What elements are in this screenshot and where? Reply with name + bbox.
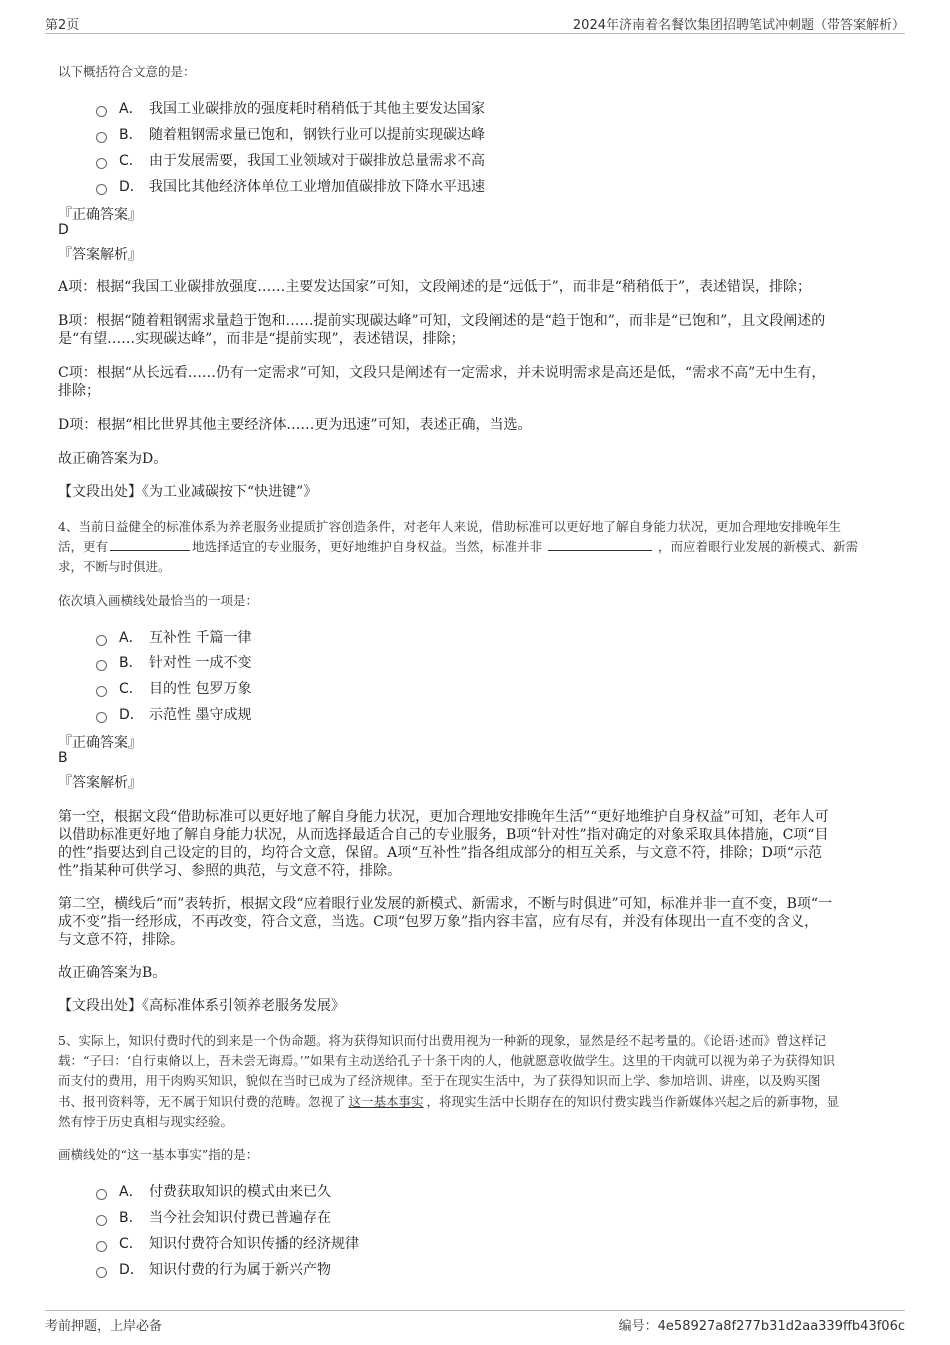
source: 【文段出处】《为工业减碳按下“快进键”》	[58, 484, 318, 500]
conclusion: 故正确答案为B。	[58, 965, 167, 981]
stem-text: ，而应着眼行业发展的新模式、新需	[658, 539, 859, 554]
option-letter: A．	[119, 101, 143, 117]
fill-blank-1	[110, 538, 190, 551]
option-text: 目的性 包罗万象	[149, 681, 252, 697]
option-letter: A．	[119, 630, 143, 646]
option-letter: B．	[119, 127, 143, 143]
question-prompt: 以下概括符合文意的是：	[58, 64, 196, 79]
option-text: 互补性 千篇一律	[149, 630, 252, 646]
analysis-p2-line2: 成不变”指一经形成，不再改变，符合文意，当选。C项“包罗万象”指内容丰富，应有尽有，并没有体现出一直不变的含义，	[58, 914, 819, 930]
stem-text: 书、报刊资料等，无不属于知识付费的范畴。忽视了	[58, 1094, 346, 1109]
answer-value: B	[58, 750, 68, 766]
radio-icon[interactable]	[96, 158, 107, 169]
analysis-b-line1: B项：根据“随着粗钢需求量趋于饱和……提前实现碳达峰”可知，文段阐述的是“趋于饱和”，而非是“已饱和”，且文段阐述的	[58, 313, 826, 329]
option-text: 由于发展需要，我国工业领域对于碳排放总量需求不高	[149, 153, 485, 169]
radio-icon[interactable]	[96, 635, 107, 646]
option-d[interactable]	[96, 176, 485, 196]
option-text: 示范性 墨守成规	[149, 707, 252, 723]
question-prompt: 画横线处的“这一基本事实”指的是：	[58, 1147, 259, 1162]
radio-icon[interactable]	[96, 686, 107, 697]
radio-icon[interactable]	[96, 1267, 107, 1278]
option-text: 我国工业碳排放的强度耗时稍稍低于其他主要发达国家	[149, 101, 485, 117]
option-d[interactable]	[96, 704, 251, 724]
analysis-p1-line2: 以借助标准更好地了解自身能力状况，从而选择最适合自己的专业服务，B项“针对性”指对确定的对象采取具体措施，C项“目	[58, 827, 829, 843]
option-b[interactable]	[96, 1207, 331, 1227]
analysis-a: A项：根据“我国工业碳排放强度……主要发达国家”可知，文段阐述的是“远低于”，而非是“稍稍低于”，表述错误，排除；	[58, 279, 812, 295]
underlined-phrase: 这一基本事实	[348, 1094, 424, 1109]
option-text: 随着粗钢需求量已饱和，钢铁行业可以提前实现碳达峰	[149, 127, 485, 143]
option-d[interactable]	[96, 1259, 331, 1279]
option-letter: B．	[119, 655, 143, 671]
option-letter: C．	[119, 1236, 143, 1252]
analysis-b-line2: 是“有望……实现碳达峰”，而非是“提前实现”，表述错误，排除；	[58, 331, 465, 347]
option-letter: D．	[119, 179, 144, 195]
option-letter: D．	[119, 707, 144, 723]
footer-slogan: 考前押题，上岸必备	[45, 1319, 163, 1334]
option-b[interactable]	[96, 124, 485, 144]
answer-label: 『正确答案』	[58, 735, 142, 751]
option-text: 我国比其他经济体单位工业增加值碳排放下降水平迅速	[149, 179, 485, 195]
option-letter: C．	[119, 153, 143, 169]
option-text: 当今社会知识付费已普遍存在	[149, 1210, 331, 1226]
option-text: 知识付费的行为属于新兴产物	[149, 1262, 331, 1278]
radio-icon[interactable]	[96, 1215, 107, 1226]
header-divider	[45, 33, 905, 34]
analysis-p1-line3: 的性”指要达到自己设定的目的，均符合文意，保留。A项“互补性”指各组成部分的相互关系，与文意不符，排除；D项“示范	[58, 845, 822, 861]
footer-divider	[45, 1310, 905, 1311]
radio-icon[interactable]	[96, 660, 107, 671]
answer-value: D	[58, 222, 69, 238]
option-text: 针对性 一成不变	[149, 655, 252, 671]
document-title: 2024年济南着名餐饮集团招聘笔试冲刺题（带答案解析）	[572, 18, 905, 33]
radio-icon[interactable]	[96, 1189, 107, 1200]
question-prompt: 依次填入画横线处最恰当的一项是：	[58, 593, 259, 608]
radio-icon[interactable]	[96, 132, 107, 143]
radio-icon[interactable]	[96, 184, 107, 195]
option-letter: D．	[119, 1262, 144, 1278]
option-b[interactable]	[96, 652, 251, 672]
question-stem-line1: 4、当前日益健全的标准体系为养老服务业提质扩容创造条件，对老年人来说，借助标准可以更好地了解自身能力状况，更加合理地安排晚年生	[58, 519, 841, 534]
question-stem-line5: 然有悖于历史真相与现实经验。	[58, 1114, 234, 1129]
analysis-d: D项：根据“相比世界其他主要经济体……更为迅速”可知，表述正确，当选。	[58, 417, 532, 433]
option-c[interactable]	[96, 1233, 359, 1253]
radio-icon[interactable]	[96, 712, 107, 723]
page-number: 第2页	[45, 18, 80, 33]
option-text: 付费获取知识的模式由来已久	[149, 1184, 331, 1200]
option-a[interactable]	[96, 98, 485, 118]
analysis-p1-line4: 性”指某种可供学习、参照的典范，与文意不符，排除。	[58, 863, 402, 879]
option-c[interactable]	[96, 150, 485, 170]
answer-label: 『正确答案』	[58, 207, 142, 223]
question-stem-line3: 而支付的费用，用干肉购买知识，貌似在当时已成为了经济规律。至于在现实生活中，为了获得知识而上学、参加培训、讲座，以及购买图	[58, 1073, 821, 1088]
radio-icon[interactable]	[96, 1241, 107, 1252]
analysis-p2-line1: 第二空，横线后“而”表转折，根据文段“应着眼行业发展的新模式、新需求，不断与时俱进”可知，标准并非一直不变，B项“一	[58, 896, 833, 912]
radio-icon[interactable]	[96, 106, 107, 117]
question-stem-line1: 5、实际上，知识付费时代的到来是一个伪命题。将为获得知识而付出费用视为一种新的现象，显然是经不起考量的。《论语·述而》曾这样记	[58, 1033, 827, 1048]
question-stem-line2: 载：“子曰：‘自行束脩以上，吾未尝无诲焉。’”如果有主动送给孔子十条干肉的人，他就愿意收做学生。这里的干肉就可以视为弟子为获得知识	[58, 1053, 835, 1068]
source: 【文段出处】《高标准体系引领养老服务发展》	[58, 998, 345, 1014]
analysis-c-line2: 排除；	[58, 383, 100, 399]
question-stem-line4	[58, 1092, 839, 1111]
analysis-c-line1: C项：根据“从长远看……仍有一定需求”可知，文段只是阐述有一定需求，并未说明需求是高还是低，“需求不高”无中生有，	[58, 365, 826, 381]
option-a[interactable]	[96, 1181, 331, 1201]
stem-text: ，将现实生活中长期存在的知识付费实践当作新媒体兴起之后的新事物，显	[426, 1094, 840, 1109]
analysis-p2-line3: 与文意不符，排除。	[58, 932, 184, 948]
option-letter: B．	[119, 1210, 143, 1226]
stem-text: 活，更有	[58, 539, 109, 554]
stem-text: 地选择适宜的专业服务，更好地维护自身权益。当然，标准并非	[192, 539, 543, 554]
option-text: 知识付费符合知识传播的经济规律	[149, 1236, 359, 1252]
option-letter: A．	[119, 1184, 143, 1200]
option-a[interactable]	[96, 627, 251, 647]
fill-blank-2	[548, 538, 652, 551]
analysis-label: 『答案解析』	[58, 247, 142, 263]
question-stem-line3: 求，不断与时俱进。	[58, 559, 171, 574]
option-letter: C．	[119, 681, 143, 697]
analysis-label: 『答案解析』	[58, 775, 142, 791]
document-id: 编号：4e58927a8f277b31d2aa339ffb43f06c	[618, 1319, 905, 1334]
option-c[interactable]	[96, 678, 251, 698]
analysis-p1-line1: 第一空，根据文段“借助标准可以更好地了解自身能力状况，更加合理地安排晚年生活”“更好地维护自身权益”可知，老年人可	[58, 809, 829, 825]
conclusion: 故正确答案为D。	[58, 451, 168, 467]
question-stem-line2	[58, 537, 858, 556]
